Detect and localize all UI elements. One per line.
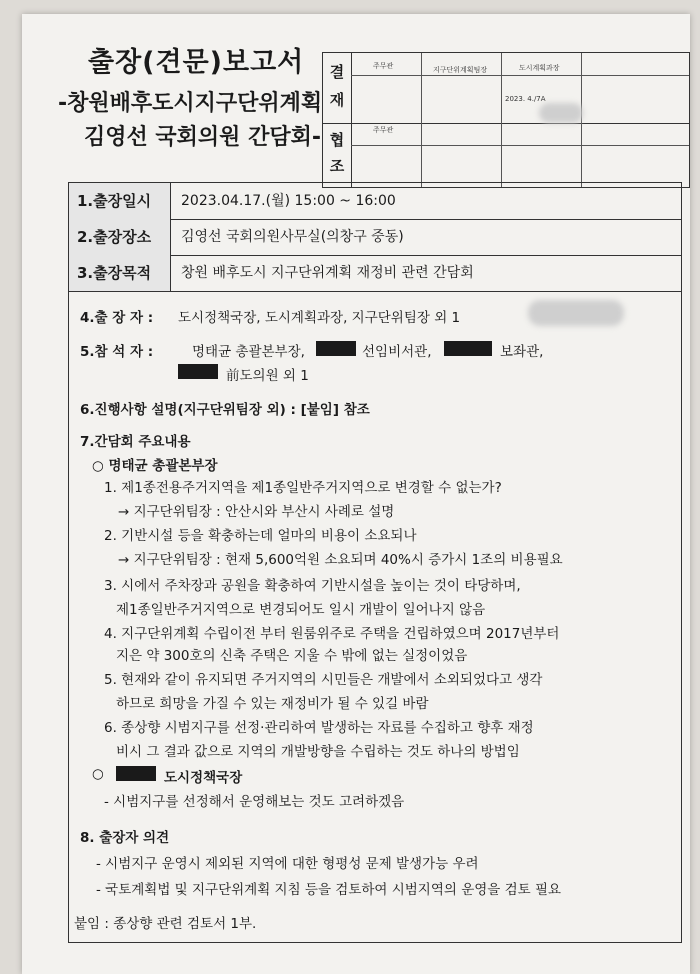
redacted-signature (539, 103, 583, 123)
section-5-label: 5.참 석 자 : (80, 344, 154, 360)
list-item: → 지구단위팀장 : 현재 5,600억원 소요되며 40%시 증가시 1조의 비용필요 (118, 552, 563, 568)
redacted-name (316, 341, 356, 356)
report-title: 출장(견문)보고서 (88, 47, 305, 78)
list-item: → 지구단위팀장 : 안산시와 부산시 사례로 설명 (118, 504, 395, 520)
approval-box (322, 52, 690, 188)
list-item: - 국토계획법 및 지구단위계획 지침 등을 검토하여 시범지역의 운영을 검토 필요 (96, 882, 562, 898)
attendee-1: 명태균 총괄본부장, (192, 344, 305, 360)
approval-date: 2023. 4./7A (505, 95, 546, 103)
list-item: 3. 시에서 주차장과 공원을 확충하여 기반시설을 높이는 것이 타당하며, (104, 578, 521, 594)
section-8: 8. 출장자 의견 (80, 830, 170, 846)
redacted-name (116, 766, 156, 781)
list-item: 2. 기반시설 등을 확충하는데 얼마의 비용이 소요되나 (104, 528, 417, 544)
list-item: 1. 제1종전용주거지역을 제1종일반주거지역으로 변경할 수 없는가? (104, 480, 502, 496)
cooperation-label-2: 조 (329, 157, 345, 175)
attendee-4: 前도의원 외 1 (226, 368, 309, 384)
approval-label-2: 재 (329, 91, 345, 109)
list-item: 4. 지구단위계획 수립이전 부터 원룸위주로 주택을 건립하였으며 2017년부터 (104, 626, 560, 642)
speaker-heading-1: ○ 명태균 총괄본부장 (92, 458, 218, 474)
approval-col-2: 지구단위계획팀장 (433, 66, 488, 74)
list-item: 지은 약 300호의 신축 주택은 지울 수 밖에 없는 실정이었음 (116, 648, 468, 664)
report-subtitle-2: 김영선 국회의원 간담회- (84, 125, 321, 150)
redacted-name (178, 364, 218, 379)
speaker-heading-2: 도시정책국장 (164, 770, 243, 786)
list-item: 5. 현재와 같이 유지되면 주거지역의 시민들은 개발에서 소외되었다고 생각 (104, 672, 543, 688)
table-row (69, 219, 681, 256)
info-value: 김영선 국회의원사무실(의창구 중동) (181, 229, 404, 245)
info-value: 2023.04.17.(월) 15:00 ~ 16:00 (181, 193, 396, 209)
list-item: 비시 그 결과 값으로 지역의 개발방향을 수립하는 것도 하나의 방법임 (116, 744, 520, 760)
list-item: - 시범지구를 선정해서 운영해보는 것도 고려하겠음 (104, 794, 405, 810)
redacted-name (444, 341, 492, 356)
list-item: 6. 종상향 시범지구를 선정·관리하여 발생하는 자료를 수집하고 향후 재정 (104, 720, 534, 736)
section-4-text: 도시정책국장, 도시계획과장, 지구단위팀장 외 1 (178, 310, 461, 326)
attachment-note: 붙임 : 종상향 관련 검토서 1부. (74, 916, 257, 932)
list-item: 하므로 희망을 가질 수 있는 재정비가 될 수 있길 바람 (116, 696, 429, 712)
section-4-label: 4.출 장 자 : (80, 310, 154, 326)
section-6: 6.진행사항 설명(지구단위팀장 외) : [붙임] 참조 (80, 402, 370, 418)
speaker-heading-mark: ○ (92, 766, 104, 782)
table-row (69, 183, 681, 220)
table-row (69, 255, 681, 291)
approval-col-1: 주무관 (373, 62, 394, 70)
trip-info-table (68, 182, 682, 292)
list-item: 제1종일반주거지역으로 변경되어도 일시 개발이 일어나지 않음 (116, 602, 486, 618)
info-label: 2.출장장소 (69, 219, 171, 255)
attendee-3: 보좌관, (500, 344, 544, 360)
approval-label-1: 결 (329, 63, 345, 81)
approval-col-3: 도시계획과장 (519, 64, 560, 72)
list-item: - 시범지구 운영시 제외된 지역에 대한 형평성 문제 발생가능 우려 (96, 856, 479, 872)
cooperation-col-1: 주무관 (373, 126, 394, 134)
section-7: 7.간담회 주요내용 (80, 434, 191, 450)
attendee-2: 선임비서관, (362, 344, 432, 360)
info-label: 3.출장목적 (69, 255, 171, 291)
info-value: 창원 배후도시 지구단위계획 재정비 관련 간담회 (181, 265, 474, 281)
redacted-name (528, 300, 624, 326)
info-label: 1.출장일시 (69, 183, 171, 219)
report-subtitle-1: -창원배후도시지구단위계획 (58, 91, 323, 116)
cooperation-label-1: 협 (329, 131, 345, 149)
